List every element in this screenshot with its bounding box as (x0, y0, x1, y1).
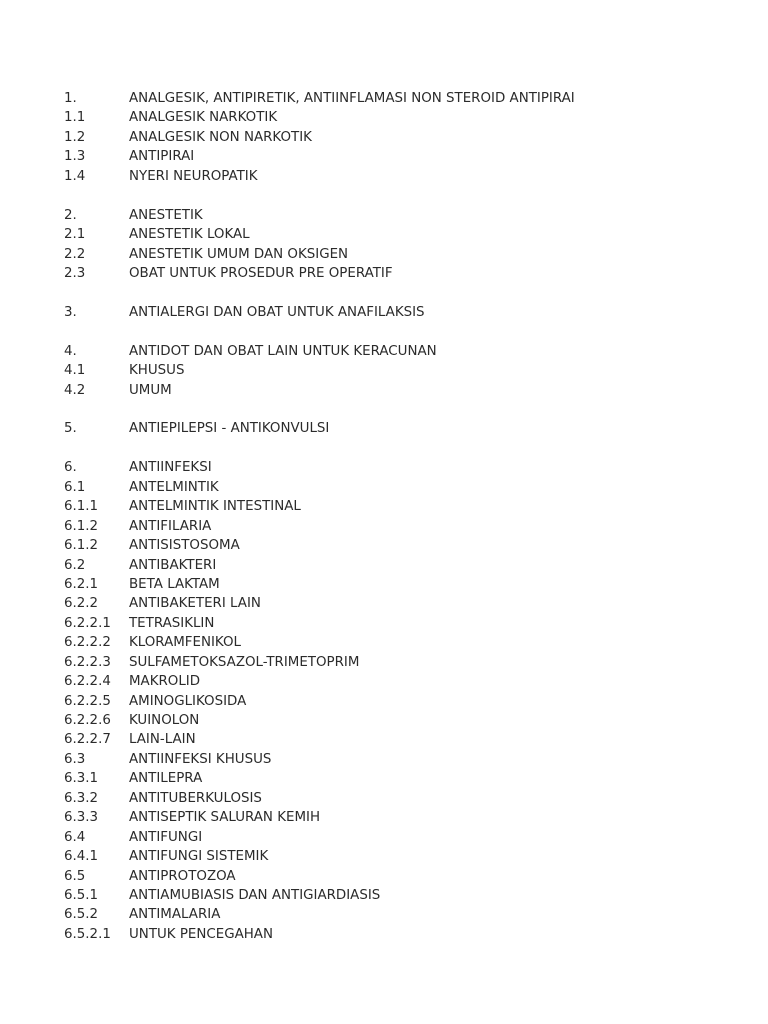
toc-entry-title: ANTIINFEKSI (129, 460, 212, 476)
toc-entry-number: 1.1 (64, 110, 86, 126)
toc-entry (64, 633, 744, 652)
toc-entry (64, 575, 744, 594)
toc-entry-title: ANESTETIK LOKAL (129, 227, 250, 243)
toc-entry-title: ANTIFUNGI (129, 829, 203, 845)
toc-entry-title: ANTIPROTOZOA (129, 868, 236, 884)
section-spacer (64, 400, 744, 419)
toc-entry-title: ANTIFUNGI SISTEMIK (129, 849, 269, 865)
toc-entry-title: ANTIMALARIA (129, 907, 221, 923)
toc-entry-title: ANALGESIK NARKOTIK (129, 110, 278, 126)
toc-entry-number: 6.2.2.3 (64, 654, 111, 670)
toc-entry-title: ANTIPIRAI (129, 149, 195, 165)
toc-entry-number: 6.2.2.7 (64, 732, 111, 748)
toc-entry (64, 594, 744, 613)
toc-entry-title: ANTILEPRA (129, 771, 203, 787)
section-spacer (64, 283, 744, 302)
toc-entry-title: ANESTETIK UMUM DAN OKSIGEN (129, 246, 349, 262)
toc-entry-number: 6.4 (64, 829, 86, 845)
toc-entry (64, 672, 744, 691)
toc-entry-title: AMINOGLIKOSIDA (129, 693, 247, 709)
toc-entry (64, 828, 744, 847)
toc-entry-title: UMUM (129, 382, 172, 398)
toc-entry-title: ANTITUBERKULOSIS (129, 790, 262, 806)
toc-entry (64, 925, 744, 944)
section-spacer (64, 186, 744, 205)
toc-entry (64, 808, 744, 827)
toc-entry-title: ANTIEPILEPSI - ANTIKONVULSI (129, 421, 330, 437)
toc-entry-number: 6.2 (64, 557, 86, 573)
toc-entry (64, 245, 744, 264)
toc-entry (64, 264, 744, 283)
toc-entry (64, 730, 744, 749)
toc-entry (64, 847, 744, 866)
toc-entry (64, 653, 744, 672)
toc-entry (64, 517, 744, 536)
toc-entry-number: 6.2.2 (64, 596, 99, 612)
toc-entry-number: 6.2.2.6 (64, 713, 111, 728)
toc-entry-number: 6.2.1 (64, 576, 99, 592)
toc-entry-title: ANTISISTOSOMA (129, 538, 240, 554)
toc-entry (64, 536, 744, 555)
toc-entry-title: ANTIINFEKSI KHUSUS (129, 751, 272, 767)
table-of-contents (64, 89, 744, 944)
toc-entry-number: 6.1.2 (64, 538, 99, 554)
toc-entry-title: ANALGESIK NON NARKOTIK (129, 129, 312, 145)
toc-entry (64, 206, 744, 225)
toc-entry-title: ANTIAMUBIASIS DAN ANTIGIARDIASIS (129, 887, 381, 903)
toc-entry-title: UNTUK PENCEGAHAN (129, 926, 273, 942)
toc-entry-number: 2.3 (64, 265, 86, 281)
toc-entry-number: 6.5.1 (64, 887, 99, 903)
toc-entry (64, 419, 744, 438)
toc-entry (64, 225, 744, 244)
toc-entry-title: KLORAMFENIKOL (129, 635, 241, 651)
toc-entry (64, 89, 744, 108)
toc-entry-number: 6.1.2 (64, 518, 99, 534)
toc-entry (64, 886, 744, 905)
toc-entry-number: 6.3 (64, 751, 86, 767)
toc-entry-title: NYERI NEUROPATIK (129, 168, 258, 184)
toc-entry-number: 6.2.2.2 (64, 635, 111, 651)
section-spacer (64, 322, 744, 341)
toc-entry (64, 167, 744, 186)
toc-entry-number: 6. (64, 460, 77, 476)
toc-entry-title: BETA LAKTAM (129, 576, 220, 592)
toc-entry-title: KUINOLON (129, 713, 200, 728)
toc-entry-title: KHUSUS (129, 363, 185, 379)
toc-entry-number: 1. (64, 91, 77, 106)
toc-entry-number: 1.3 (64, 149, 86, 165)
toc-entry-title: SULFAMETOKSAZOL-TRIMETOPRIM (129, 654, 360, 670)
toc-entry-title: ANTIBAKETERI LAIN (129, 596, 261, 612)
toc-entry-title: ANTISEPTIK SALURAN KEMIH (129, 810, 321, 826)
toc-entry-title: ANALGESIK, ANTIPIRETIK, ANTIINFLAMASI NON STEROID ANTIPIRAI (129, 91, 575, 106)
toc-entry-number: 2.2 (64, 246, 86, 262)
toc-entry-title: ANESTETIK (129, 207, 203, 223)
toc-entry-number: 6.4.1 (64, 849, 99, 865)
toc-entry (64, 692, 744, 711)
toc-entry-number: 2.1 (64, 227, 86, 243)
toc-entry (64, 361, 744, 380)
toc-entry (64, 303, 744, 322)
toc-entry-number: 6.2.2.5 (64, 693, 111, 709)
toc-entry (64, 750, 744, 769)
toc-entry-number: 6.5.2 (64, 907, 99, 923)
toc-entry-title: TETRASIKLIN (129, 615, 215, 631)
toc-entry-number: 1.2 (64, 129, 86, 145)
toc-entry-title: OBAT UNTUK PROSEDUR PRE OPERATIF (129, 265, 393, 281)
toc-entry (64, 711, 744, 730)
toc-entry-number: 6.3.2 (64, 790, 99, 806)
toc-entry-title: ANTIDOT DAN OBAT LAIN UNTUK KERACUNAN (129, 343, 437, 359)
toc-entry-number: 6.5.2.1 (64, 926, 111, 942)
toc-entry (64, 556, 744, 575)
toc-entry (64, 905, 744, 924)
toc-entry (64, 381, 744, 400)
toc-entry-number: 6.1.1 (64, 499, 99, 515)
toc-entry-number: 6.1 (64, 479, 86, 495)
toc-entry (64, 497, 744, 516)
toc-entry (64, 789, 744, 808)
toc-entry-number: 6.5 (64, 868, 86, 884)
section-spacer (64, 439, 744, 458)
toc-entry (64, 614, 744, 633)
toc-entry (64, 867, 744, 886)
toc-entry-title: ANTIFILARIA (129, 518, 212, 534)
toc-entry-number: 3. (64, 304, 77, 320)
toc-entry-title: LAIN-LAIN (129, 732, 196, 748)
toc-entry-title: ANTIALERGI DAN OBAT UNTUK ANAFILAKSIS (129, 304, 425, 320)
toc-entry-number: 4.1 (64, 363, 86, 379)
toc-entry-title: MAKROLID (129, 674, 201, 690)
toc-entry (64, 458, 744, 477)
toc-entry-number: 1.4 (64, 168, 86, 184)
toc-entry (64, 342, 744, 361)
toc-entry-number: 2. (64, 207, 77, 223)
toc-entry (64, 108, 744, 127)
toc-entry-number: 6.3.1 (64, 771, 99, 787)
toc-entry-title: ANTIBAKTERI (129, 557, 217, 573)
toc-entry (64, 147, 744, 166)
toc-entry (64, 769, 744, 788)
toc-entry (64, 128, 744, 147)
toc-entry (64, 478, 744, 497)
toc-entry-number: 6.2.2.4 (64, 674, 111, 690)
toc-entry-number: 6.2.2.1 (64, 615, 111, 631)
toc-entry-number: 4.2 (64, 382, 86, 398)
toc-entry-title: ANTELMINTIK INTESTINAL (129, 499, 301, 515)
toc-entry-title: ANTELMINTIK (129, 479, 219, 495)
toc-entry-number: 4. (64, 343, 77, 359)
toc-entry-number: 5. (64, 421, 77, 437)
toc-entry-number: 6.3.3 (64, 810, 99, 826)
